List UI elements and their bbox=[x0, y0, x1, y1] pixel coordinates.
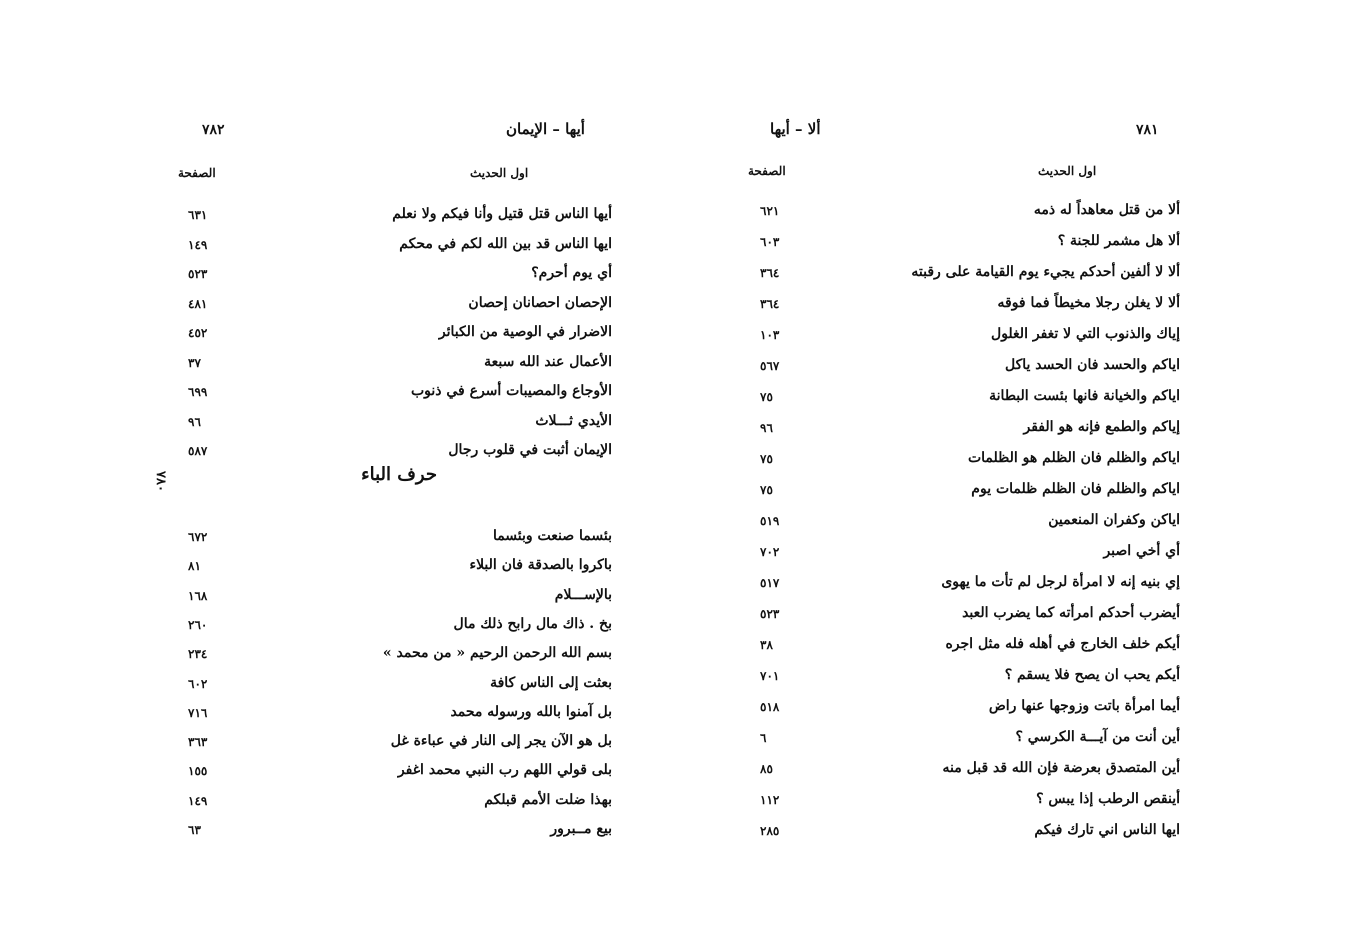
index-entry bbox=[720, 450, 1200, 478]
index-entry bbox=[150, 792, 630, 820]
entry-text: الإيمان أثبت في قلوب رجال bbox=[448, 442, 612, 458]
margin-mark: ٧٨٠ bbox=[152, 471, 168, 492]
entry-text: ألا هل مشمر للجنة ؟ bbox=[1057, 233, 1180, 249]
entry-text: الأيدي ثـــلاث bbox=[535, 412, 612, 429]
entry-text: بعثت إلى الناس كافة bbox=[490, 674, 612, 691]
index-entry bbox=[720, 481, 1200, 509]
entry-text: ألا لا ألفين أحدكم يجيء يوم القيامة على رقبته bbox=[911, 264, 1180, 280]
entry-page: ٧١٦ bbox=[188, 705, 208, 720]
entry-text: إياكم والطمع فإنه هو الفقر bbox=[1023, 419, 1180, 435]
index-entry bbox=[150, 645, 630, 673]
index-entry bbox=[150, 616, 630, 644]
entry-page: ١٤٩ bbox=[188, 237, 208, 252]
entry-page: ٤٨١ bbox=[188, 296, 208, 311]
entry-text: اياكم والظلم فان الظلم هو الظلمات bbox=[967, 450, 1180, 466]
entry-text: اياكم والظلم فان الظلم ظلمات يوم bbox=[971, 481, 1180, 497]
entry-text: الأعمال عند الله سبعة bbox=[484, 353, 612, 370]
entry-page: ٦٠٣ bbox=[760, 235, 780, 249]
column-head-page: الصفحة bbox=[178, 166, 216, 180]
entry-text: بلى قولي اللهم رب النبي محمد اغفر bbox=[397, 762, 612, 779]
entry-page: ٥١٨ bbox=[760, 700, 780, 714]
entry-text: أيما امرأة باتت وزوجها عنها راض bbox=[988, 698, 1180, 714]
index-entry bbox=[720, 295, 1200, 323]
entry-text: الإحصان احصانان إحصان bbox=[468, 294, 612, 311]
entry-text: الأوجاع والمصيبات أسرع في ذنوب bbox=[410, 383, 612, 399]
entry-page: ٣٦٣ bbox=[188, 735, 208, 750]
entry-text: أي أخي اصبر bbox=[1103, 543, 1180, 559]
entry-text: إياك والذنوب التي لا تغفر الغلول bbox=[991, 326, 1180, 342]
entry-page: ٨١ bbox=[188, 559, 201, 574]
entry-page: ٣٨ bbox=[760, 638, 773, 652]
entry-text: بيع مــبرور bbox=[550, 821, 612, 837]
entry-page: ٩٦ bbox=[188, 414, 201, 429]
right-page bbox=[720, 0, 1200, 944]
page-number: ٧٨١ bbox=[1136, 122, 1159, 138]
index-entry bbox=[720, 822, 1200, 850]
entry-text: أينقص الرطب إذا يبس ؟ bbox=[1036, 791, 1180, 807]
entry-page: ٢٣٤ bbox=[188, 647, 208, 662]
entry-page: ٦٣ bbox=[188, 823, 201, 837]
column-head-text: اول الحديث bbox=[1038, 164, 1097, 178]
entry-text: باكروا بالصدقة فان البلاء bbox=[469, 557, 612, 574]
entry-page: ٣٦٤ bbox=[760, 266, 780, 280]
entry-page: ٣٦٤ bbox=[760, 297, 780, 311]
index-entry bbox=[720, 698, 1200, 726]
entry-text: ايها الناس قد بين الله لكم في محكم bbox=[399, 235, 612, 252]
index-entry bbox=[150, 704, 630, 732]
entry-page: ١١٢ bbox=[760, 793, 780, 807]
entry-page: ٤٥٢ bbox=[188, 326, 208, 340]
left-page bbox=[150, 0, 630, 944]
index-entry bbox=[720, 233, 1200, 261]
entry-page: ٢٦٠ bbox=[188, 617, 208, 632]
entry-page: ٦ bbox=[760, 731, 767, 745]
entry-text: بهذا ضلت الأمم قبلكم bbox=[484, 791, 612, 808]
entry-page: ٧٥ bbox=[760, 483, 773, 497]
index-entry bbox=[720, 574, 1200, 602]
entry-text: بئسما صنعت وبئسما bbox=[492, 528, 612, 544]
entry-page: ٧٠١ bbox=[760, 669, 780, 683]
entry-text: بل هو الآن يجر إلى النار في عباءة غل bbox=[390, 733, 612, 750]
index-entry bbox=[150, 557, 630, 585]
entry-text: الاضرار في الوصية من الكبائر bbox=[438, 324, 612, 340]
entry-page: ٦٧٢ bbox=[188, 530, 208, 544]
entry-text: أيكم يحب ان يصح فلا يسقم ؟ bbox=[1004, 667, 1180, 683]
entry-text: بخ . ذاك مال رابح ذلك مال bbox=[453, 615, 612, 632]
index-entry bbox=[720, 388, 1200, 416]
entry-text: اياكن وكفران المنعمين bbox=[1048, 512, 1180, 528]
entry-text: أين أنت من آيـــة الكرسي ؟ bbox=[1015, 729, 1180, 745]
entry-page: ٩٦ bbox=[760, 421, 773, 435]
index-entry bbox=[150, 354, 630, 382]
entry-text: بسم الله الرحمن الرحيم « من محمد » bbox=[382, 645, 612, 662]
index-entry bbox=[150, 265, 630, 293]
index-entry bbox=[150, 383, 630, 411]
index-entry bbox=[150, 528, 630, 556]
section-title: حرف الباء bbox=[361, 464, 437, 485]
index-entry bbox=[720, 543, 1200, 571]
page-number: ٧٨٢ bbox=[202, 122, 225, 138]
entry-page: ١٤٩ bbox=[188, 793, 208, 808]
entry-page: ٧٥ bbox=[760, 390, 773, 404]
entry-page: ١٥٥ bbox=[188, 764, 208, 779]
entry-page: ٥٢٣ bbox=[760, 607, 780, 621]
entry-text: بالإســـلام bbox=[554, 586, 612, 603]
index-entry bbox=[720, 667, 1200, 695]
index-entry bbox=[720, 791, 1200, 819]
entry-text: ايها الناس اني تارك فيكم bbox=[1034, 822, 1180, 838]
index-entry bbox=[150, 236, 630, 264]
running-head: أيها – الإيمان bbox=[506, 120, 585, 138]
index-entry bbox=[150, 324, 630, 352]
entry-text: أين المتصدق بعرضة فإن الله قد قبل منه bbox=[942, 760, 1180, 776]
entry-page: ٨٥ bbox=[760, 762, 773, 776]
entry-page: ٦٩٩ bbox=[188, 385, 208, 399]
entry-text: أيضرب أحدكم امرأته كما يضرب العبد bbox=[962, 605, 1180, 621]
entry-text: أيكم خلف الخارج في أهله فله مثل اجره bbox=[945, 636, 1180, 652]
index-entry bbox=[720, 729, 1200, 757]
entry-text: أيها الناس قتل قتيل وأنا فيكم ولا نعلم bbox=[392, 206, 612, 222]
entry-page: ٦٣١ bbox=[188, 208, 208, 222]
column-head-text: اول الحديث bbox=[470, 166, 529, 180]
entry-page: ٥٨٧ bbox=[188, 444, 208, 458]
entry-page: ١٠٣ bbox=[760, 328, 780, 342]
index-entry bbox=[150, 675, 630, 703]
entry-page: ٦٠٢ bbox=[188, 676, 208, 691]
entry-text: أي يوم أحرم؟ bbox=[531, 265, 612, 281]
index-entry bbox=[720, 419, 1200, 447]
index-entry bbox=[150, 587, 630, 615]
index-entry bbox=[150, 295, 630, 323]
index-entry bbox=[720, 605, 1200, 633]
index-entry bbox=[150, 821, 630, 849]
entry-text: إي بنيه إنه لا امرأة لرجل لم تأت ما يهوى bbox=[941, 574, 1180, 590]
index-entry bbox=[150, 413, 630, 441]
index-entry bbox=[720, 636, 1200, 664]
index-entry bbox=[150, 762, 630, 790]
entry-page: ١٦٨ bbox=[188, 588, 208, 603]
entry-text: ألا لا يغلن رجلا مخيطاً فما فوقه bbox=[997, 295, 1180, 311]
entry-page: ٧٠٢ bbox=[760, 545, 780, 559]
entry-text: ألا من قتل معاهداً له ذمه bbox=[1033, 202, 1180, 218]
entry-page: ٣٧ bbox=[188, 355, 201, 370]
running-head: ألا – أيها bbox=[770, 120, 821, 138]
index-entry bbox=[150, 206, 630, 234]
index-entry bbox=[720, 512, 1200, 540]
index-entry bbox=[720, 357, 1200, 385]
entry-text: بل آمنوا بالله ورسوله محمد bbox=[450, 703, 612, 720]
index-entry bbox=[720, 760, 1200, 788]
index-entry bbox=[150, 733, 630, 761]
entry-page: ٥١٧ bbox=[760, 576, 780, 590]
index-entry bbox=[720, 326, 1200, 354]
entry-page: ٧٥ bbox=[760, 452, 773, 466]
index-entry bbox=[720, 264, 1200, 292]
entry-page: ٥١٩ bbox=[760, 514, 780, 528]
index-entry bbox=[720, 202, 1200, 230]
entry-text: اياكم والحسد فان الحسد ياكل bbox=[1004, 357, 1180, 373]
entry-page: ٢٨٥ bbox=[760, 824, 780, 838]
entry-page: ٥٦٧ bbox=[760, 359, 780, 373]
column-head-page: الصفحة bbox=[748, 164, 786, 178]
entry-page: ٥٢٣ bbox=[188, 267, 208, 281]
entry-text: اياكم والخيانة فانها بئست البطانة bbox=[989, 388, 1180, 404]
entry-page: ٦٢١ bbox=[760, 204, 780, 218]
